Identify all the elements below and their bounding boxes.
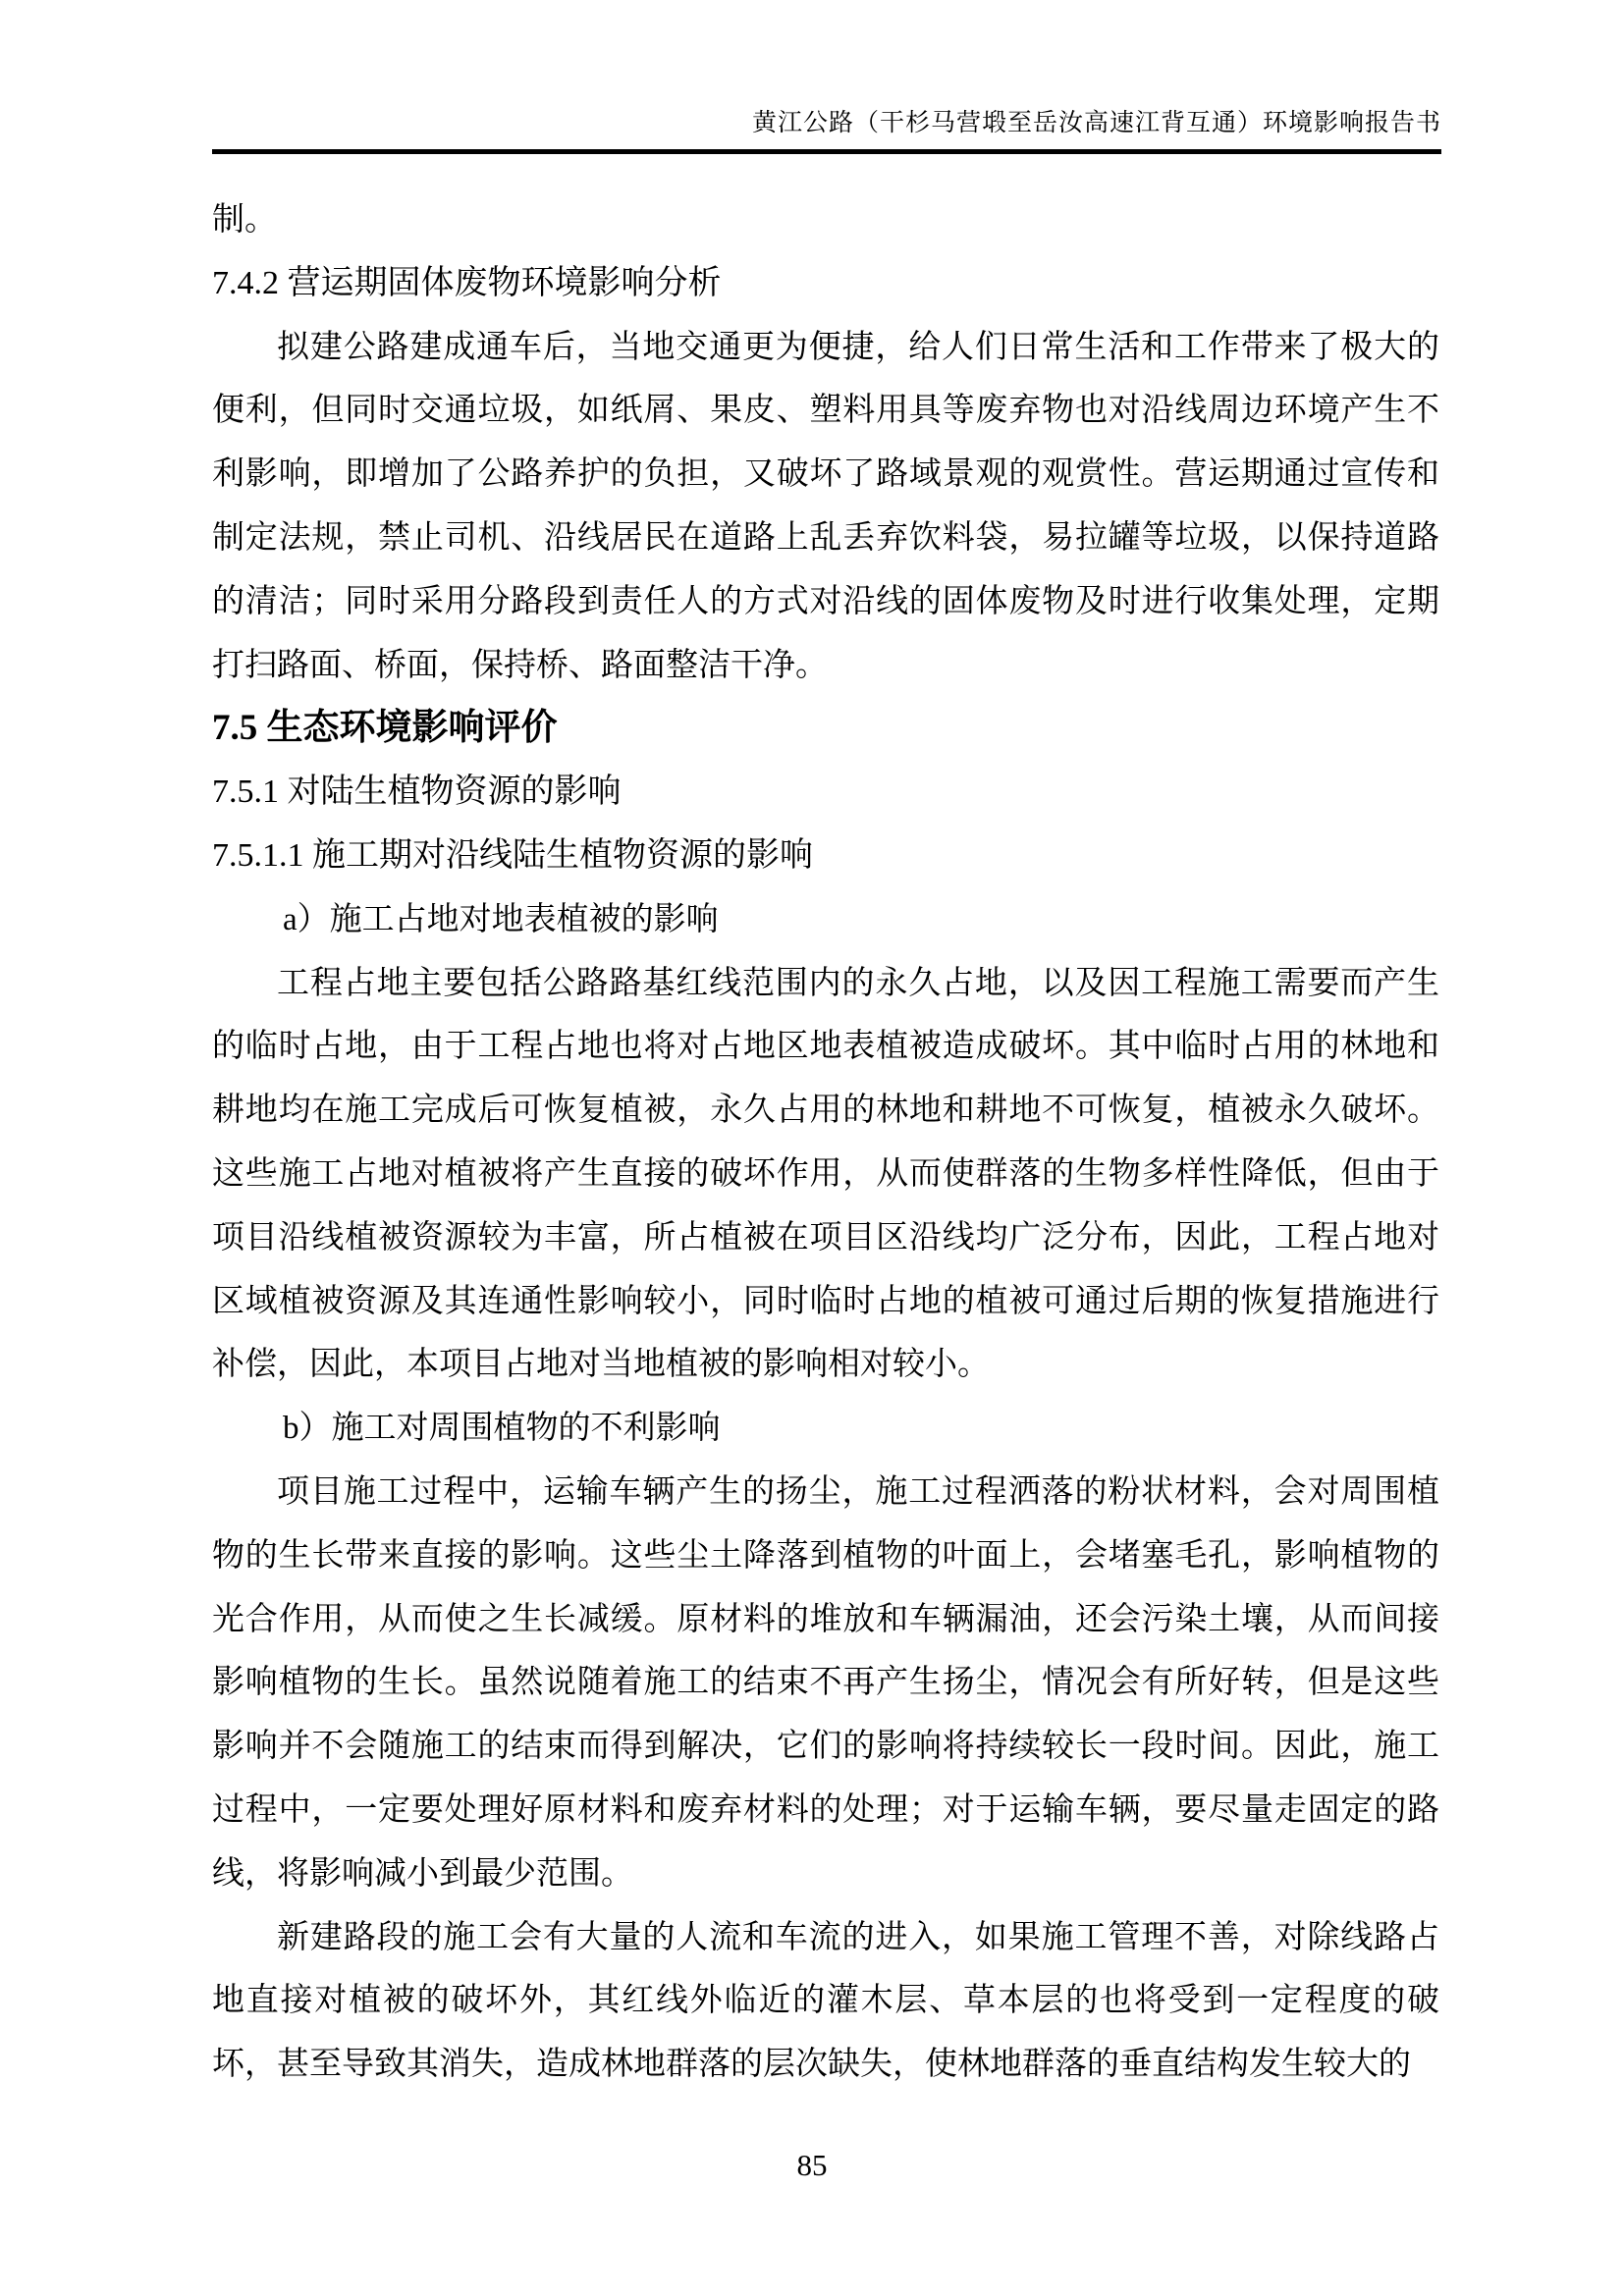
section-heading: 7.5.1 对陆生植物资源的影响 [212, 774, 622, 811]
paragraph: 拟建公路建成通车后，当地交通更为便捷，给人们日常生活和工作带来了极大的便利，但同时交通垃圾，如纸屑、果皮、塑料用具等废弃物也对沿线周边环境产生不利影响，即增加了公路养护的负担，又破坏了路域景观的观赏性。营运期通过宣传和制定法规，禁止司机、沿线居民在道路上乱丢弃饮料袋，易拉罐等垃圾，以保持道路的清洁；同时采用分路段到责任人的方式对沿线的固体废物及时进行收集处理，定期打扫路面、桥面，保持桥、路面整洁干净。 [212, 329, 1439, 683]
page-footer [0, 2148, 1624, 2183]
paragraph: 工程占地主要包括公路路基红线范围内的永久占地，以及因工程施工需要而产生的临时占地，由于工程占地也将对占地区地表植被造成破坏。其中临时占用的林地和耕地均在施工完成后可恢复植被，永久占用的林地和耕地不可恢复，植被永久破坏。这些施工占地对植被将产生直接的破坏作用，从而使群落的生物多样性降低，但由于项目沿线植被资源较为丰富，所占植被在项目区沿线均广泛分布，因此，工程占地对区域植被资源及其连通性影响较小，同时临时占地的植被可通过后期的恢复措施进行补偿，因此，本项目占地对当地植被的影响相对较小。 [212, 965, 1439, 1383]
list-subheading: b）施工对周围植物的不利影响 [283, 1411, 721, 1447]
section-heading: 7.5.1.1 施工期对沿线陆生植物资源的影响 [212, 836, 813, 874]
header-rule [212, 149, 1441, 154]
section-heading: 7.5 生态环境影响评价 [212, 708, 558, 749]
header-title: 黄江公路（干杉马营塅至岳汝高速江背互通）环境影响报告书 [751, 110, 1441, 136]
document-body [212, 188, 1439, 2097]
page-number: 85 [796, 2148, 828, 2182]
section-heading: 7.4.2 营运期固体废物环境影响分析 [212, 264, 722, 301]
paragraph: 项目施工过程中，运输车辆产生的扬尘，施工过程洒落的粉状材料，会对周围植物的生长带来直接的影响。这些尘土降落到植物的叶面上，会堵塞毛孔，影响植物的光合作用，从而使之生长减缓。原材料的堆放和车辆漏油，还会污染土壤，从而间接影响植物的生长。虽然说随着施工的结束不再产生扬尘，情况会有所好转，但是这些影响并不会随施工的结束而得到解决，它们的影响将持续较长一段时间。因此，施工过程中，一定要处理好原材料和废弃材料的处理；对于运输车辆，要尽量走固定的路线，将影响减小到最少范围。 [212, 1473, 1439, 1892]
page-header [212, 104, 1441, 143]
paragraph: 新建路段的施工会有大量的人流和车流的进入，如果施工管理不善，对除线路占地直接对植被的破坏外，其红线外临近的灌木层、草本层的也将受到一定程度的破坏，甚至导致其消失，造成林地群落的层次缺失，使林地群落的垂直结构发生较大的 [212, 1919, 1439, 2083]
paragraph: 制。 [212, 202, 277, 238]
list-subheading: a）施工占地对地表植被的影响 [283, 901, 719, 937]
